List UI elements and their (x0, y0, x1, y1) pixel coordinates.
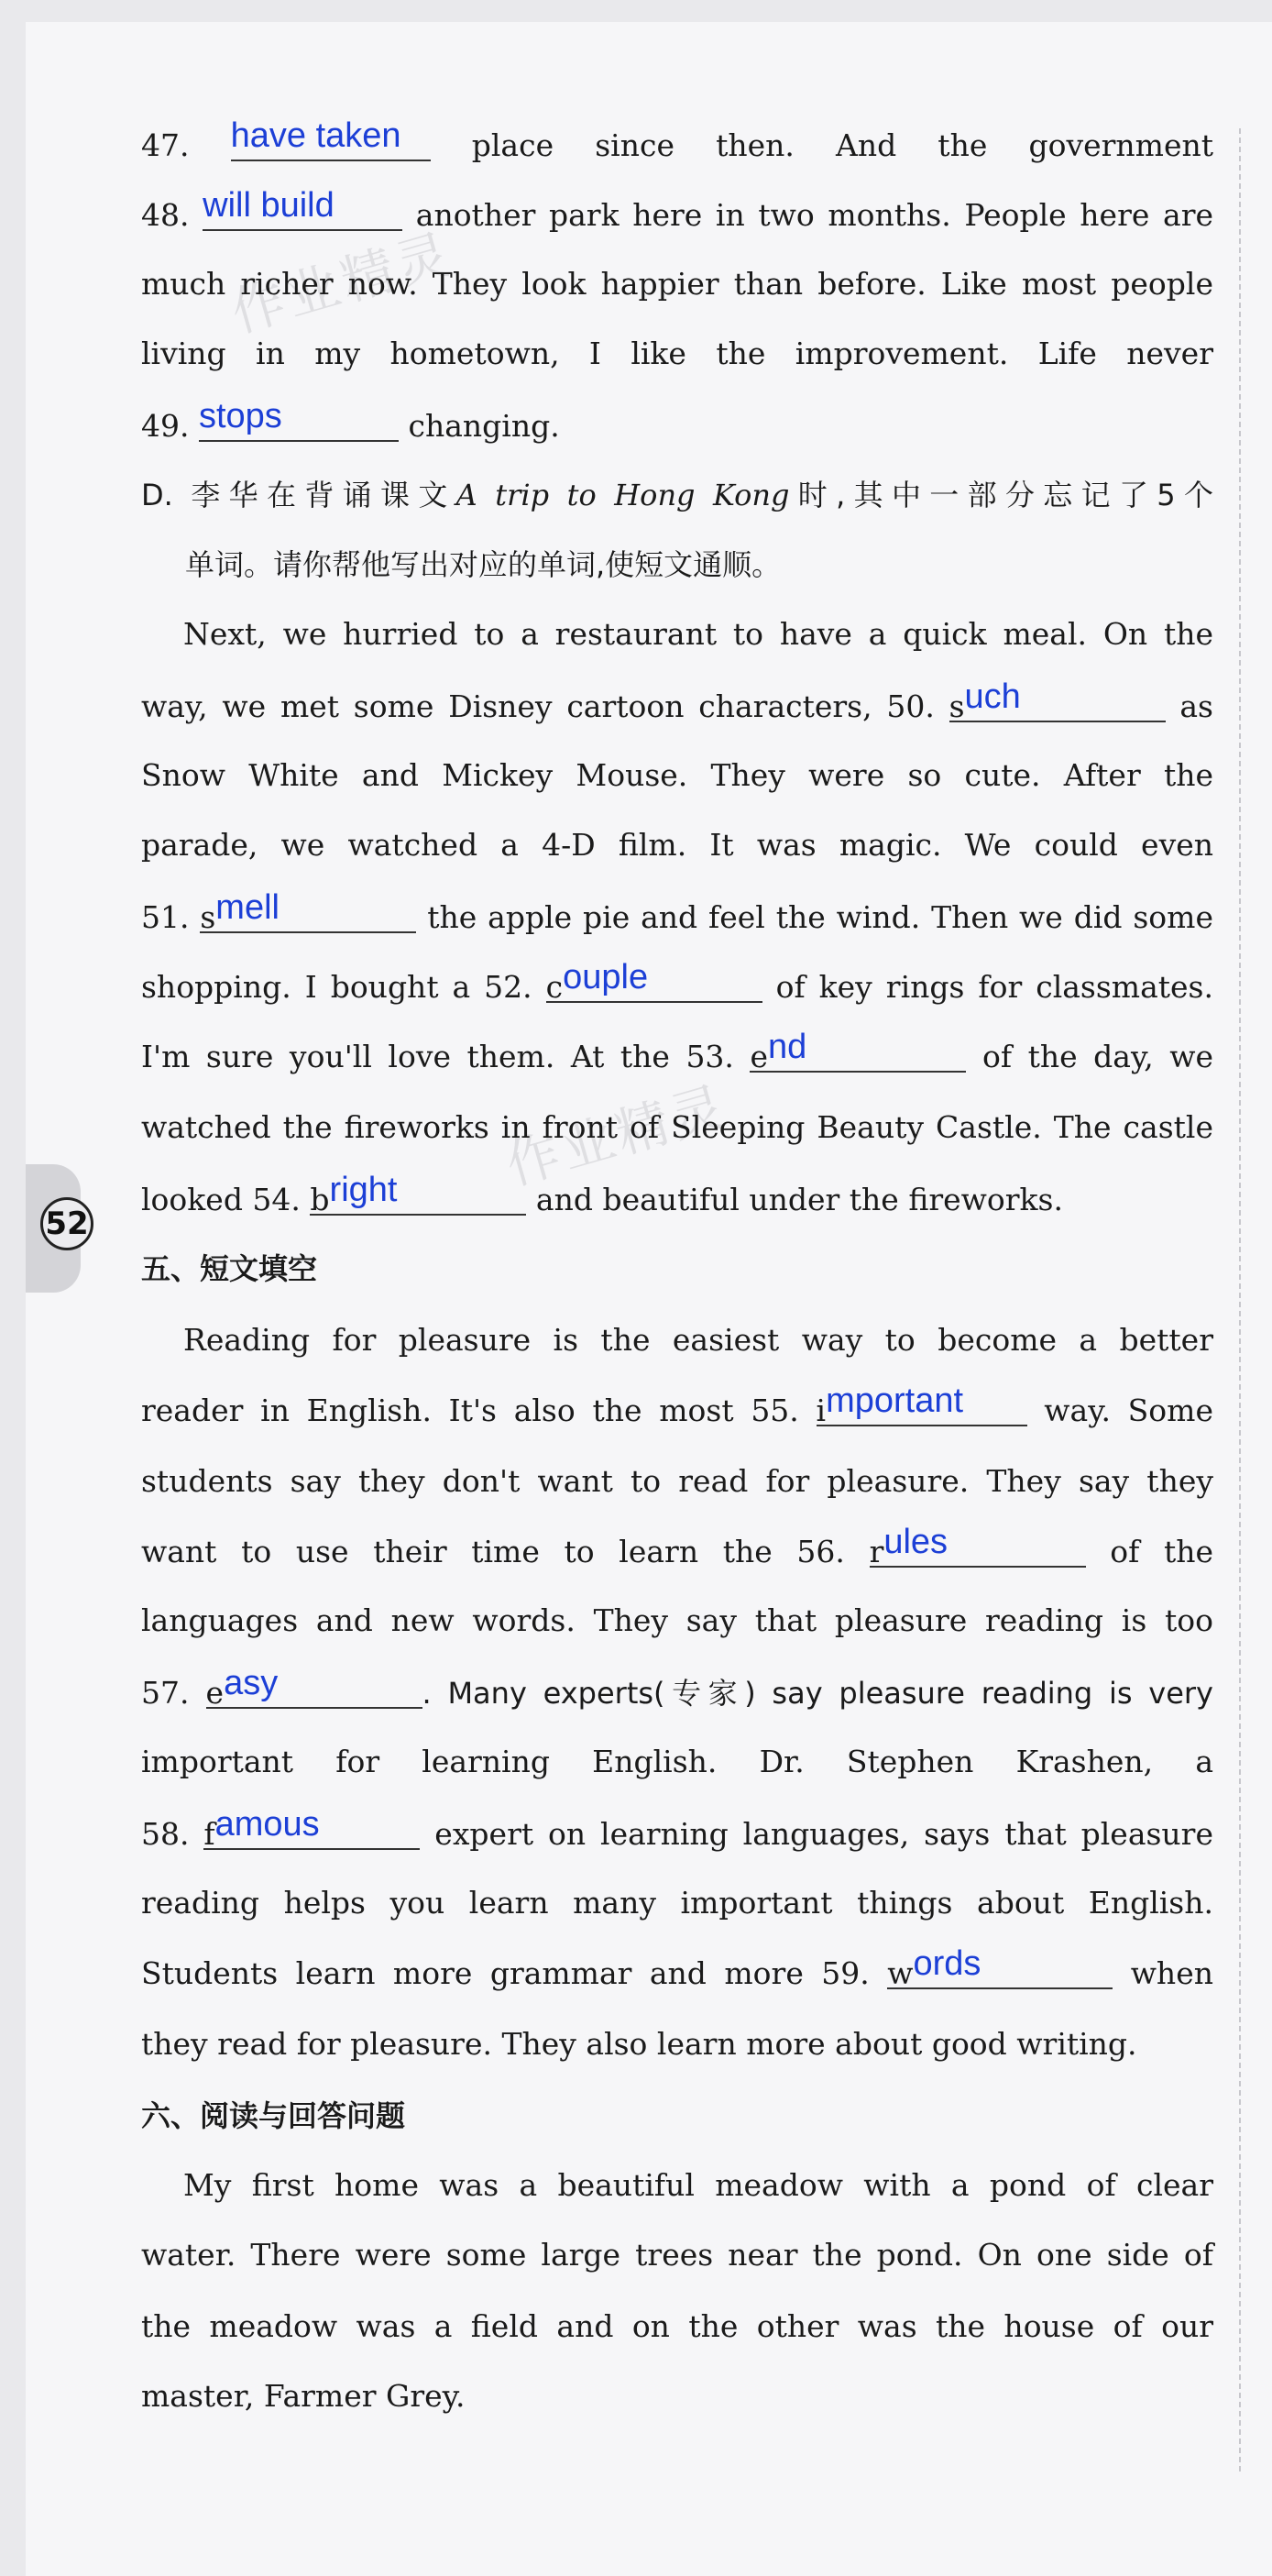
answer-54: right (329, 1171, 398, 1209)
answer-50: uch (964, 677, 1021, 716)
text-line-59: Students learn more grammar and more 59. words when (141, 1944, 1213, 1991)
answer-58: amous (214, 1805, 320, 1844)
text-line: master, Farmer Grey. (141, 2378, 466, 2414)
answer-blank-59[interactable]: words (887, 1947, 1113, 1989)
watermark: 作业精灵 (499, 1073, 735, 1197)
text-line-54: looked 54. bright and beautiful under the fireworks. (141, 1171, 1063, 1217)
page-number: 52 (40, 1197, 93, 1250)
text-line-57: 57. easy . Many experts(专家) say pleasure reading is very (141, 1664, 1213, 1711)
text-line: parade, we watched a 4-D film. It was magic. We could even (141, 827, 1213, 863)
answer-blank-49[interactable] (198, 397, 399, 442)
text-line-48: 48. will build another park here in two months. People here are (141, 186, 1213, 233)
answer-blank-50[interactable]: such (949, 680, 1166, 722)
text-line: students say they don't want to read for pleasure. They say they (141, 1463, 1213, 1499)
answer-53: nd (768, 1028, 807, 1066)
text-line: much richer now. They look happier than before. Like most people (141, 266, 1213, 302)
answer-57: asy (224, 1664, 279, 1702)
answer-blank-51[interactable]: smell (200, 891, 416, 933)
text-line-47: 47. have taken place since then. And the government (141, 116, 1213, 163)
answer-blank-56[interactable]: rules (870, 1525, 1086, 1568)
text-line-55: reader in English. It's also the most 55. important way. Some (141, 1382, 1213, 1428)
text-line-52: shopping. I bought a 52. couple of key rings for classmates. (141, 958, 1213, 1005)
answer-blank-48[interactable] (203, 186, 402, 231)
answer-blank-54[interactable]: bright (310, 1173, 526, 1216)
text-line: important for learning English. Dr. Stephen Krashen, a (141, 1744, 1213, 1779)
text-line-50: way, we met some Disney cartoon characters, 50. such as (141, 677, 1213, 724)
text-line-53: I'm sure you'll love them. At the 53. end of the day, we (141, 1028, 1214, 1074)
text-line: reading helps you learn many important things about English. (141, 1885, 1213, 1921)
answer-56: ules (883, 1523, 949, 1561)
section-5-title: 五、短文填空 (141, 1251, 318, 1286)
text-line: My first home was a beautiful meadow with a pond of clear (183, 2167, 1213, 2203)
answer-55: mportant (826, 1382, 964, 1420)
answer-blank-53[interactable]: end (750, 1030, 966, 1073)
text-line-49: 49. stops changing. (141, 397, 560, 444)
watermark: 作业精灵 (224, 221, 460, 345)
text-line: water. There were some large trees near the pond. On one side of (141, 2237, 1213, 2273)
text-line: watched the fireworks in front of Sleeping Beauty Castle. The castle (141, 1109, 1213, 1145)
answer-48: will build (203, 186, 334, 225)
section-d-instruction-2: 单词。请你帮他写出对应的单词,使短文通顺。 (185, 547, 782, 582)
answer-59: ords (913, 1944, 981, 1983)
text-line: the meadow was a field and on the other was the house of our (141, 2308, 1213, 2344)
answer-blank-55[interactable]: important (817, 1384, 1027, 1426)
text-line: living in my hometown, I like the improvement. Life never (141, 336, 1213, 371)
answer-blank-58[interactable]: famous (203, 1808, 420, 1850)
text-line: languages and new words. They say that pleasure reading is too (141, 1602, 1213, 1638)
text-line: they read for pleasure. They also learn more about good writing. (141, 2026, 1137, 2062)
answer-47: have taken (230, 116, 401, 155)
margin-dotted-rule (1239, 128, 1241, 2475)
section-d-instruction: D. 李华在背诵课文A trip to Hong Kong时,其中一部分忘记了5个 (141, 478, 1213, 512)
answer-blank-47[interactable] (230, 116, 431, 161)
answer-52: ouple (563, 958, 649, 996)
answer-51: mell (215, 888, 280, 927)
text-line: Snow White and Mickey Mouse. They were so cute. After the (141, 757, 1213, 793)
text-line: Next, we hurried to a restaurant to have a quick meal. On the (183, 616, 1213, 652)
answer-blank-57[interactable]: easy (206, 1667, 422, 1709)
answer-49: stops (198, 397, 282, 435)
section-6-title: 六、阅读与回答问题 (141, 2098, 406, 2133)
answer-blank-52[interactable]: couple (546, 961, 762, 1003)
text-line-51: 51. smell the apple pie and feel the wind. Then we did some (141, 888, 1213, 935)
text-line-56: want to use their time to learn the 56. rules of the (141, 1523, 1213, 1569)
text-line-58: 58. famous expert on learning languages, says that pleasure (141, 1805, 1213, 1852)
text-line: Reading for pleasure is the easiest way to become a better (183, 1322, 1213, 1358)
